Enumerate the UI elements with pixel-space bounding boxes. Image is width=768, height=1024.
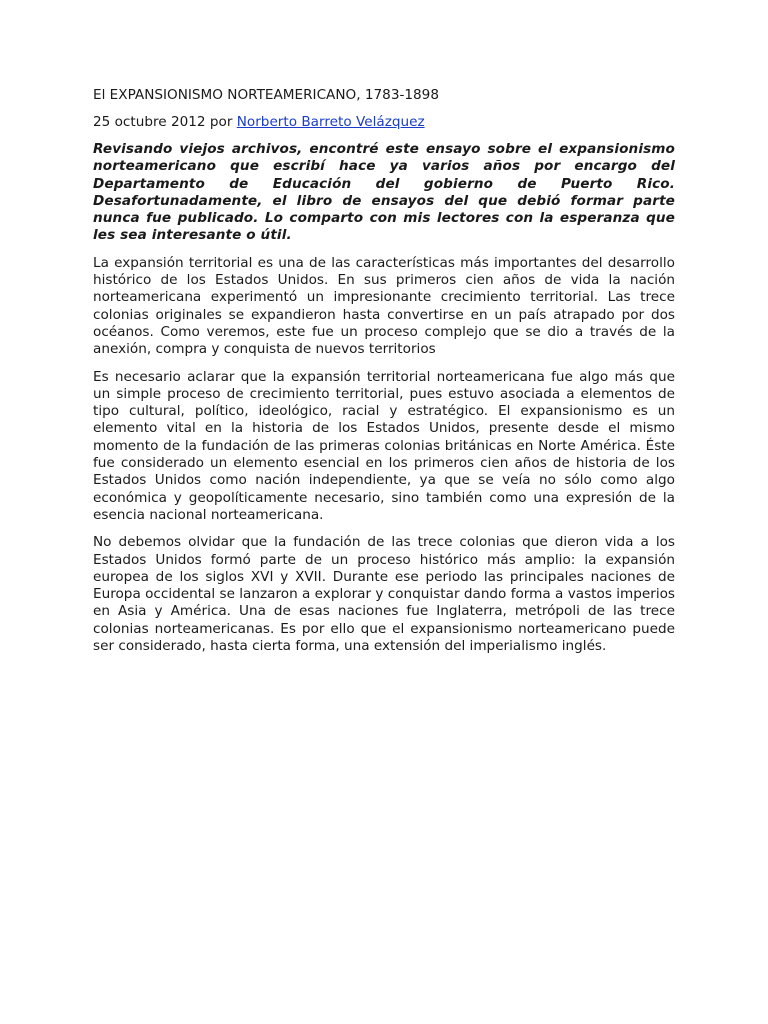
document-page	[93, 86, 675, 665]
publish-date: 25 octubre 2012 por	[93, 114, 237, 130]
body-paragraph-3: No debemos olvidar que la fundación de las trece colonias que dieron vida a los Estados Unidos formó parte de un proceso histórico más amplio: la expansión europea de los siglos XVI y XVII. Durante ese periodo las principales naciones de Europa occidental se lanzaron a explorar y conquistar dando forma a vastos imperios en Asia y América. Una de esas naciones fue Inglaterra, metrópoli de las trece colonias norteamericanas. Es por ello que el expansionismo norteamericano puede ser considerado, hasta cierta forma, una extensión del imperialismo inglés.	[93, 534, 675, 655]
author-link[interactable]: Norberto Barreto Velázquez	[236, 114, 425, 130]
document-title: El EXPANSIONISMO NORTEAMERICANO, 1783-1898	[93, 87, 439, 103]
body-paragraph-2: Es necesario aclarar que la expansión territorial norteamericana fue algo más que un simple proceso de crecimiento territorial, pues estuvo asociada a elementos de tipo cultural, político, ideológico, racial y estratégico. El expansionismo es un elemento vital en la historia de los Estados Unidos, presente desde el mismo momento de la fundación de las primeras colonias británicas en Norte América. Éste fue considerado un elemento esencial en los primeros cien años de historia de los Estados Unidos como nación independiente, ya que se veía no sólo como algo económica y geopolíticamente necesario, sino también como una expresión de la esencia nacional norteamericana.	[93, 368, 675, 523]
byline	[93, 113, 675, 131]
body-paragraph-1: La expansión territorial es una de las características más importantes del desarrollo histórico de los Estados Unidos. En sus primeros cien años de vida la nación norteamericana experimentó un impresionante crecimiento territorial. Las trece colonias originales se expandieron hasta convertirse en un país atrapado por dos océanos. Como veremos, este fue un proceso complejo que se dio a través de la anexión, compra y conquista de nuevos territorios	[93, 254, 675, 358]
intro-paragraph: Revisando viejos archivos, encontré este ensayo sobre el expansionismo norteamericano que escribí hace ya varios años por encargo del Departamento de Educación del gobierno de Puerto Rico. Desafortunadamente, el libro de ensayos del que debió formar parte nunca fue publicado. Lo comparto con mis lectores con la esperanza que les sea interesante o útil.	[93, 141, 675, 244]
